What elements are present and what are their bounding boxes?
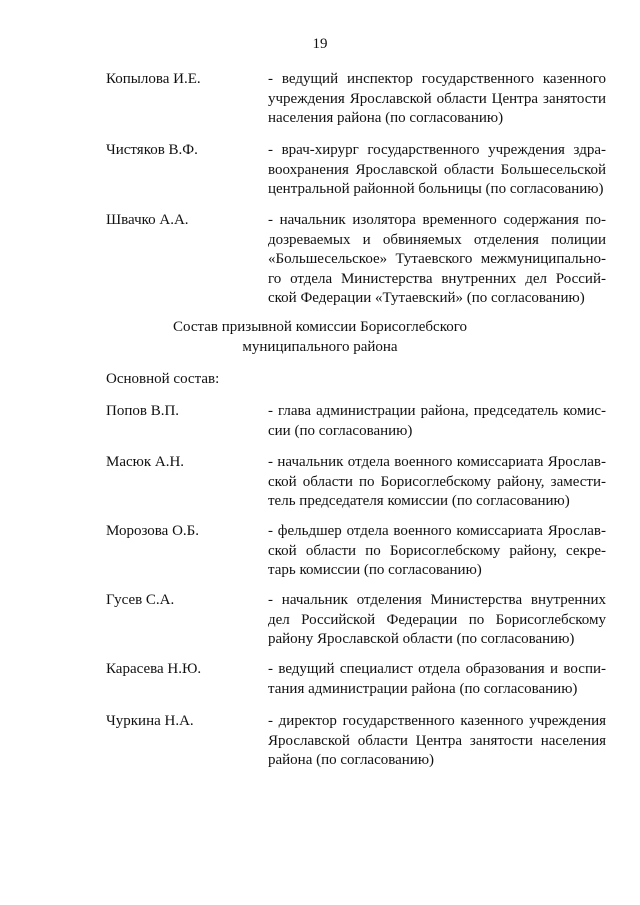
list-item [106, 70, 606, 129]
page-number: 19 [312, 36, 328, 52]
person-position [268, 660, 606, 699]
list-item [106, 522, 606, 581]
person-name: Чистяков В.Ф. [106, 142, 198, 158]
section-heading [0, 318, 640, 357]
position-line: сии (по согласованию) [268, 422, 413, 439]
person-name: Швачко А.А. [106, 212, 189, 228]
position-line: - начальник отделения Министерства внутренних [268, 592, 606, 608]
position-line: - ведущий специалист отдела образования и воспи- [268, 661, 606, 677]
list-item [106, 211, 606, 309]
position-line: района (по согласованию) [268, 752, 435, 768]
position-line: - начальник отдела военного комиссариата Ярослав- [268, 454, 606, 470]
section-heading-line: муниципального района [242, 338, 398, 355]
position-line: ской области по Борисоглебскому району, секре- [268, 542, 606, 559]
list-item [106, 591, 606, 650]
list-item [106, 660, 606, 699]
position-line: воохранения Ярославской области Большесельской [268, 161, 606, 178]
person-position [268, 141, 606, 200]
person-position [268, 402, 606, 441]
subheading: Основной состав: [106, 371, 220, 387]
person-position [268, 70, 606, 129]
position-line: дел Российской Федерации по Борисоглебскому [268, 611, 606, 628]
position-line: ской области по Борисоглебскому району, замести- [268, 473, 606, 490]
person-name: Попов В.П. [106, 403, 180, 419]
person-position [268, 712, 606, 771]
person-position [268, 211, 606, 309]
position-line: тарь комиссии (по согласованию) [268, 562, 482, 578]
position-line: го отдела Министерства внутренних дел Россий- [268, 270, 606, 287]
list-item [106, 141, 606, 200]
position-line: - директор государственного казенного учреждения [268, 713, 606, 729]
position-line: району Ярославской области (по согласованию) [268, 631, 575, 647]
person-name: Морозова О.Б. [106, 523, 200, 539]
position-line: - глава администрации района, председатель комис- [268, 403, 606, 419]
position-line: ской Федерации «Тутаевский» (по согласованию) [268, 290, 585, 306]
person-name: Гусев С.А. [106, 592, 175, 608]
position-line: тания администрации района (по согласованию) [268, 680, 578, 697]
position-line: - фельдшер отдела военного комиссариата Ярослав- [268, 523, 606, 539]
position-line: - ведущий инспектор государственного казенного [268, 71, 606, 87]
list-item [106, 453, 606, 512]
position-line: центральной районной больницы (по согласованию) [268, 181, 604, 197]
position-line: тель председателя комиссии (по согласованию) [268, 493, 570, 509]
position-line: дозреваемых и обвиняемых отделения полиции [268, 231, 606, 248]
position-line: учреждения Ярославской области Центра занятости [268, 90, 606, 107]
position-line: Ярославской области Центра занятости населения [268, 732, 606, 749]
section-heading-line: Состав призывной комиссии Борисоглебского [172, 319, 468, 335]
person-position [268, 591, 606, 650]
list-item [106, 712, 606, 771]
person-name: Карасева Н.Ю. [106, 661, 202, 677]
position-line: - врач-хирург государственного учреждения здра- [268, 142, 606, 158]
list-item [106, 402, 606, 441]
person-name: Копылова И.Е. [106, 71, 201, 87]
position-line: населения района (по согласованию) [268, 110, 504, 126]
position-line: - начальник изолятора временного содержания по- [268, 212, 606, 228]
person-position [268, 522, 606, 581]
person-name: Масюк А.Н. [106, 454, 185, 470]
position-line: «Большесельское» Тутаевского межмуниципально- [268, 251, 606, 267]
person-position [268, 453, 606, 512]
person-name: Чуркина Н.А. [106, 713, 194, 729]
